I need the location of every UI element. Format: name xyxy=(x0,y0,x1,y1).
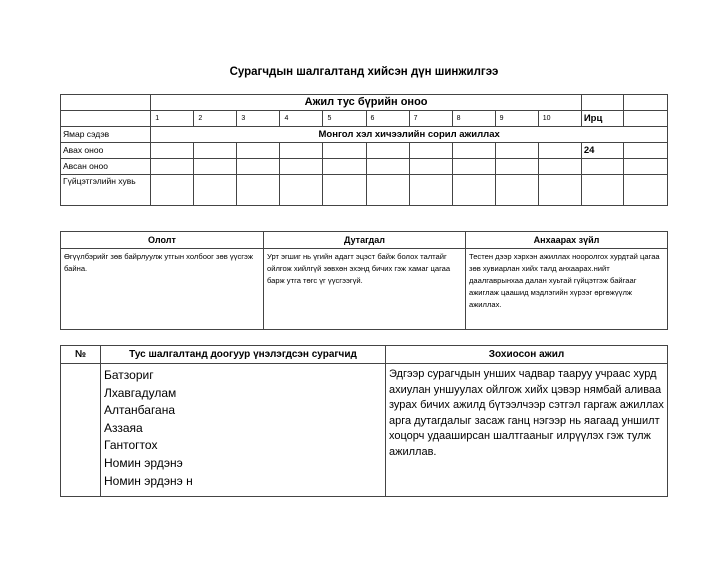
task-number: 4 xyxy=(280,111,323,127)
task-number: 2 xyxy=(194,111,237,127)
number-header: № xyxy=(61,346,101,364)
received-score-label: Авсан оноо xyxy=(61,159,151,175)
list-item: Номин эрдэнэ н xyxy=(104,473,193,488)
student-list xyxy=(101,364,386,497)
page-title: Сурагчдын шалгалтанд хийсэн дүн шинжилгээ xyxy=(229,66,499,78)
work-header: Зохиосон ажил xyxy=(386,346,668,364)
analysis-table xyxy=(60,231,668,330)
task-number: 1 xyxy=(151,111,194,127)
students-table xyxy=(60,345,668,497)
list-item: Алтанбагана xyxy=(104,403,176,418)
score-table xyxy=(60,94,668,206)
empty-cell xyxy=(581,95,623,111)
empty-cell xyxy=(623,111,667,127)
task-number: 9 xyxy=(495,111,538,127)
list-item: Батзориг xyxy=(104,368,154,382)
empty-cell xyxy=(61,111,151,127)
number-cell xyxy=(61,364,101,497)
subject-value: Монгол хэл хичээлийн сорил ажиллах xyxy=(151,127,668,143)
shortcoming-header: Дутагдал xyxy=(264,232,466,249)
list-item: Гантогтох xyxy=(104,438,158,453)
max-score-label: Авах оноо xyxy=(61,143,151,159)
task-number: 10 xyxy=(538,111,581,127)
attendance-label: Ирц xyxy=(581,111,623,127)
students-header: Тус шалгалтанд доогуур үнэлэгдсэн сурагчид xyxy=(101,346,386,364)
attention-header: Анхаарах зүйл xyxy=(466,232,668,249)
empty-cell xyxy=(623,95,667,111)
task-number: 8 xyxy=(452,111,495,127)
achievement-text: Өгүүлбэрийг зөв байрлуулж утгын холбоог зөв үүсгэж байна. xyxy=(61,249,264,330)
performance-percent-label: Гүйцэтгэлийн хувь xyxy=(61,175,151,206)
subject-label: Ямар сэдэв xyxy=(61,127,151,143)
task-number: 6 xyxy=(366,111,409,127)
empty-cell xyxy=(61,95,151,111)
achievement-header: Ололт xyxy=(61,232,264,249)
work-description: Эдгээр сурагчдын унших чадвар тааруу учраас хурд ахиулан уншуулах ойлгож хийх цэвэр нямбай аливаа зурах бичих ажилд бүтээлчээр сэтгэл гаргаж ажиллах арга дутагдалыг засаж ганц нэгээр нь яагаад уншилт хоцорч удааширсан шалтгааныг илрүүлэх гэж тулж ажиллав. xyxy=(386,364,668,497)
list-item: Лхавгадулам xyxy=(104,385,177,400)
attendance-value: 24 xyxy=(581,143,623,159)
task-number: 5 xyxy=(323,111,366,127)
shortcoming-text: Урт эгшиг нь үгийн адагт эцэст байж болох талтайг ойлгож хийлгүй зөвхөн эхэнд бичих гэж хамаг цагаа барж утга төгс үг үүсгээгүй. xyxy=(264,249,466,330)
task-number: 7 xyxy=(409,111,452,127)
list-item: Номин эрдэнэ xyxy=(104,455,183,470)
score-header: Ажил тус бүрийн оноо xyxy=(151,95,582,111)
task-number: 3 xyxy=(237,111,280,127)
attention-text: Тестен дээр хэрхэн ажиллах нооролгох хурдтай цагаа зөв хувиарлан хийх талд анхаарах.нийт даалгаврынхаа далан хуьтай гүйцэтгэж байгааг ажиглаж цаашид мэдлэгийн хүрээг өргөжүүлж ажиллах. xyxy=(466,249,668,330)
list-item: Аззаяа xyxy=(104,420,143,435)
